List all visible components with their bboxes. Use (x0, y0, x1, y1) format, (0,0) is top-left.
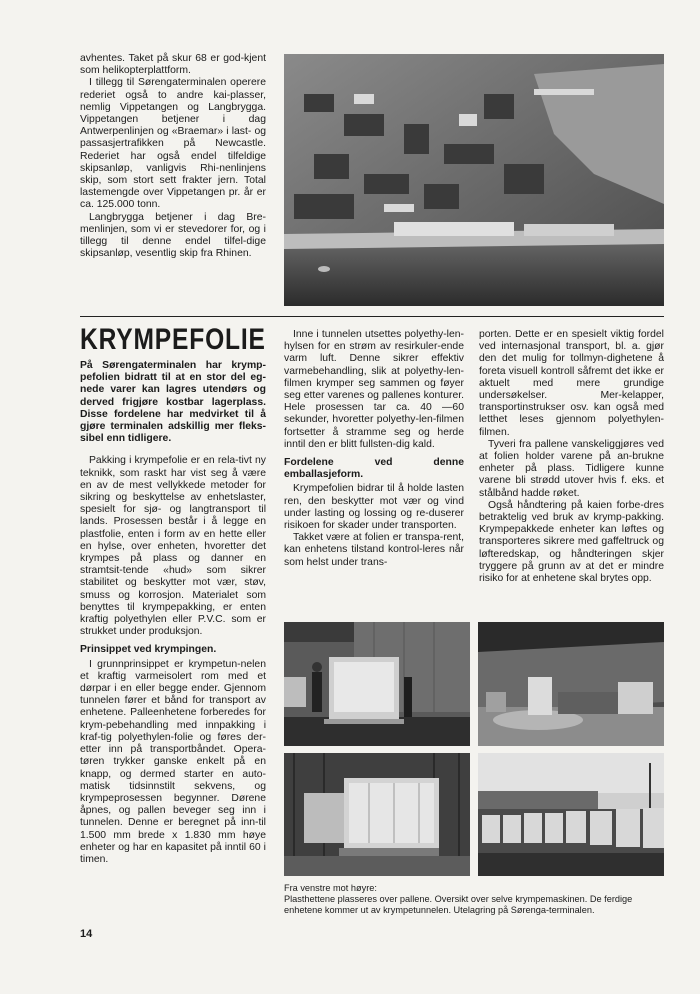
top-text-column (80, 53, 266, 260)
article-column-2 (284, 329, 464, 569)
aerial-harbour-photo (284, 54, 664, 306)
col3-paragraph-1: porten. Dette er en spesielt viktig fordel ved internasjonal transport, bl. a. gjør den det mulig for tollmyn-dighetene å foreta visuell kontroll såfremt det ikke er aktuelt med mere grundige undersøkelser. Mer-kelapper, transportinstrukser osv. kan også med letthet leses gjennom polyethylen-filmen. (479, 329, 664, 438)
article-intro: På Sørengaterminalen har krymp-pefolien bidratt til at en stor del eg-nede varer kan lagres utendørs og derved frigjøre kostbar lagerplass. Disse fordelene har medvirket til å gjøre terminalen adskillig mer fleks-sibel enn tidligere. (80, 360, 266, 445)
col2-paragraph-3: Takket være at folien er transpa-rent, kan enhetens tilstand kontrol-leres når som helst under trans- (284, 532, 464, 568)
top-paragraph-2: I tillegg til Sørengaterminalen operere rederiet også to andre kai-plasser, nemlig Vippetangen og Langbrygga. Vippetangen betjener i dag Antwerpenlinjen og «Braemar» i last- og passasjertrafikken på Newcastle. Rederiet har også endel tilfeldige skipsanløp, vanligvis Rhi-nenlinjens skip, som stort sett frakter jern. Total lastemengde over Vippetangen pr. år er ca. 125.000 tonn. (80, 77, 266, 211)
col3-paragraph-3: Også håndtering på kaien forbe-dres betraktelig ved bruk av krymp-pakking. Krympepakkede enheter kan løftes og transporteres sikrere med gaffeltruck og løfteredskap, og håndteringen skjer tryggere på grunn av at det er mindre risiko for at enhetene skal brytes opp. (479, 499, 664, 585)
photo-shrink-machine (478, 622, 664, 746)
article-column-1 (80, 360, 266, 866)
col2-paragraph-1: Inne i tunnelen utsettes polyethy-len-hylsen for en strøm av resirkuler-ende varm luft. Denne sikrer effektiv varmebehandling, slik at polyethy-len-filmen krymper seg sammen og føyer seg etter varenes og pallenes konturer. Hele prosessen tar ca. 40 —60 sekunder, hvoretter polyethy-len-filmen fortsetter å stramme seg og herde inntil den er blitt fullsten-dig kald. (284, 329, 464, 450)
photo-caption (284, 883, 666, 916)
photo-plastic-hoods (284, 622, 470, 746)
subheading-principle: Prinsippet ved krympingen. (80, 644, 217, 656)
col2-paragraph-2: Krympefolien bidrar til å holde lasten ren, den beskytter mot vær og vind under lasting og lossing og re-duserer risikoen for skader under transporten. (284, 483, 464, 532)
page-number: 14 (80, 928, 93, 940)
col1-paragraph-2: I grunnprinsippet er krympetun-nelen et kraftig varmeisolert rom med et dørpar i en eller begge ender. Gjennom tunnelen fører et bånd for transport av enhetene. Palleenhetene forberedes for krym-pebehandling med innpakking i kraf-tig polyethylen-folie og føres der-etter inn på transportbåndet. Opera-tøren trykker ganske enkelt på en knapp, og dermed starter en auto-matisk tidsinnstilt sekvens, og krympeprosessen begynner. Dørene åpnes, og pallen beveger seg inn i tunnelen. Denne er beregnet på inn-til 1.500 mm brede x 1.830 mm høye enheter og har en kapasitet på inntil 60 i timen. (80, 658, 266, 865)
caption-title: Fra venstre mot høyre: (284, 883, 377, 893)
section-divider (80, 316, 664, 317)
photo-outdoor-storage (478, 753, 664, 876)
top-paragraph-3: Langbrygga betjener i dag Bre-menlinjen, som vi er stevedorer for, og i tillegg til denne endel tilfel-dige skipsanløp, vesentlig skip fra Rhinen. (80, 211, 266, 260)
article-headline: KRYMPEFOLIE (80, 323, 266, 356)
col3-paragraph-2: Tyveri fra pallene vanskeliggjøres ved at folien holder varene på an-brukne enheter på plass. Tidligere kunne varene bli strødd utover hvis f. eks. et stålbånd hadde røket. (479, 438, 664, 499)
col1-paragraph-1: Pakking i krympefolie er en rela-tivt ny teknikk, som raskt har vist seg å være en av de mest vellykkede metoder for sikring og beskyttelse av enhetslaster, spesielt for sjø- og langtransport til lands. Prosessen består i å legge en plastfolie, enten i form av en hette eller en hylse, over enheten, hvoretter det krympes på plass og danner en stramtsit-tende «hud» som sikrer stabilitet og beskytter mot vær, støv, smuss og korrosjon. Materialet som benyttes til krympepakking, er enten kraftig polyethylen eller P.V.C. som er strukket under produksjon. (80, 455, 266, 638)
subheading-advantages: Fordelene ved denne emballasjeform. (284, 457, 464, 481)
photo-finished-units (284, 753, 470, 876)
article-column-3 (479, 329, 664, 585)
top-paragraph-1: avhentes. Taket på skur 68 er god-kjent som helikopterplattform. (80, 53, 266, 77)
caption-text: Plasthettene plasseres over pallene. Oversikt over selve krympemaskinen. De ferdige enhetene kommer ut av krympetunnelen. Utelagring på Sørenga-terminalen. (284, 894, 633, 915)
